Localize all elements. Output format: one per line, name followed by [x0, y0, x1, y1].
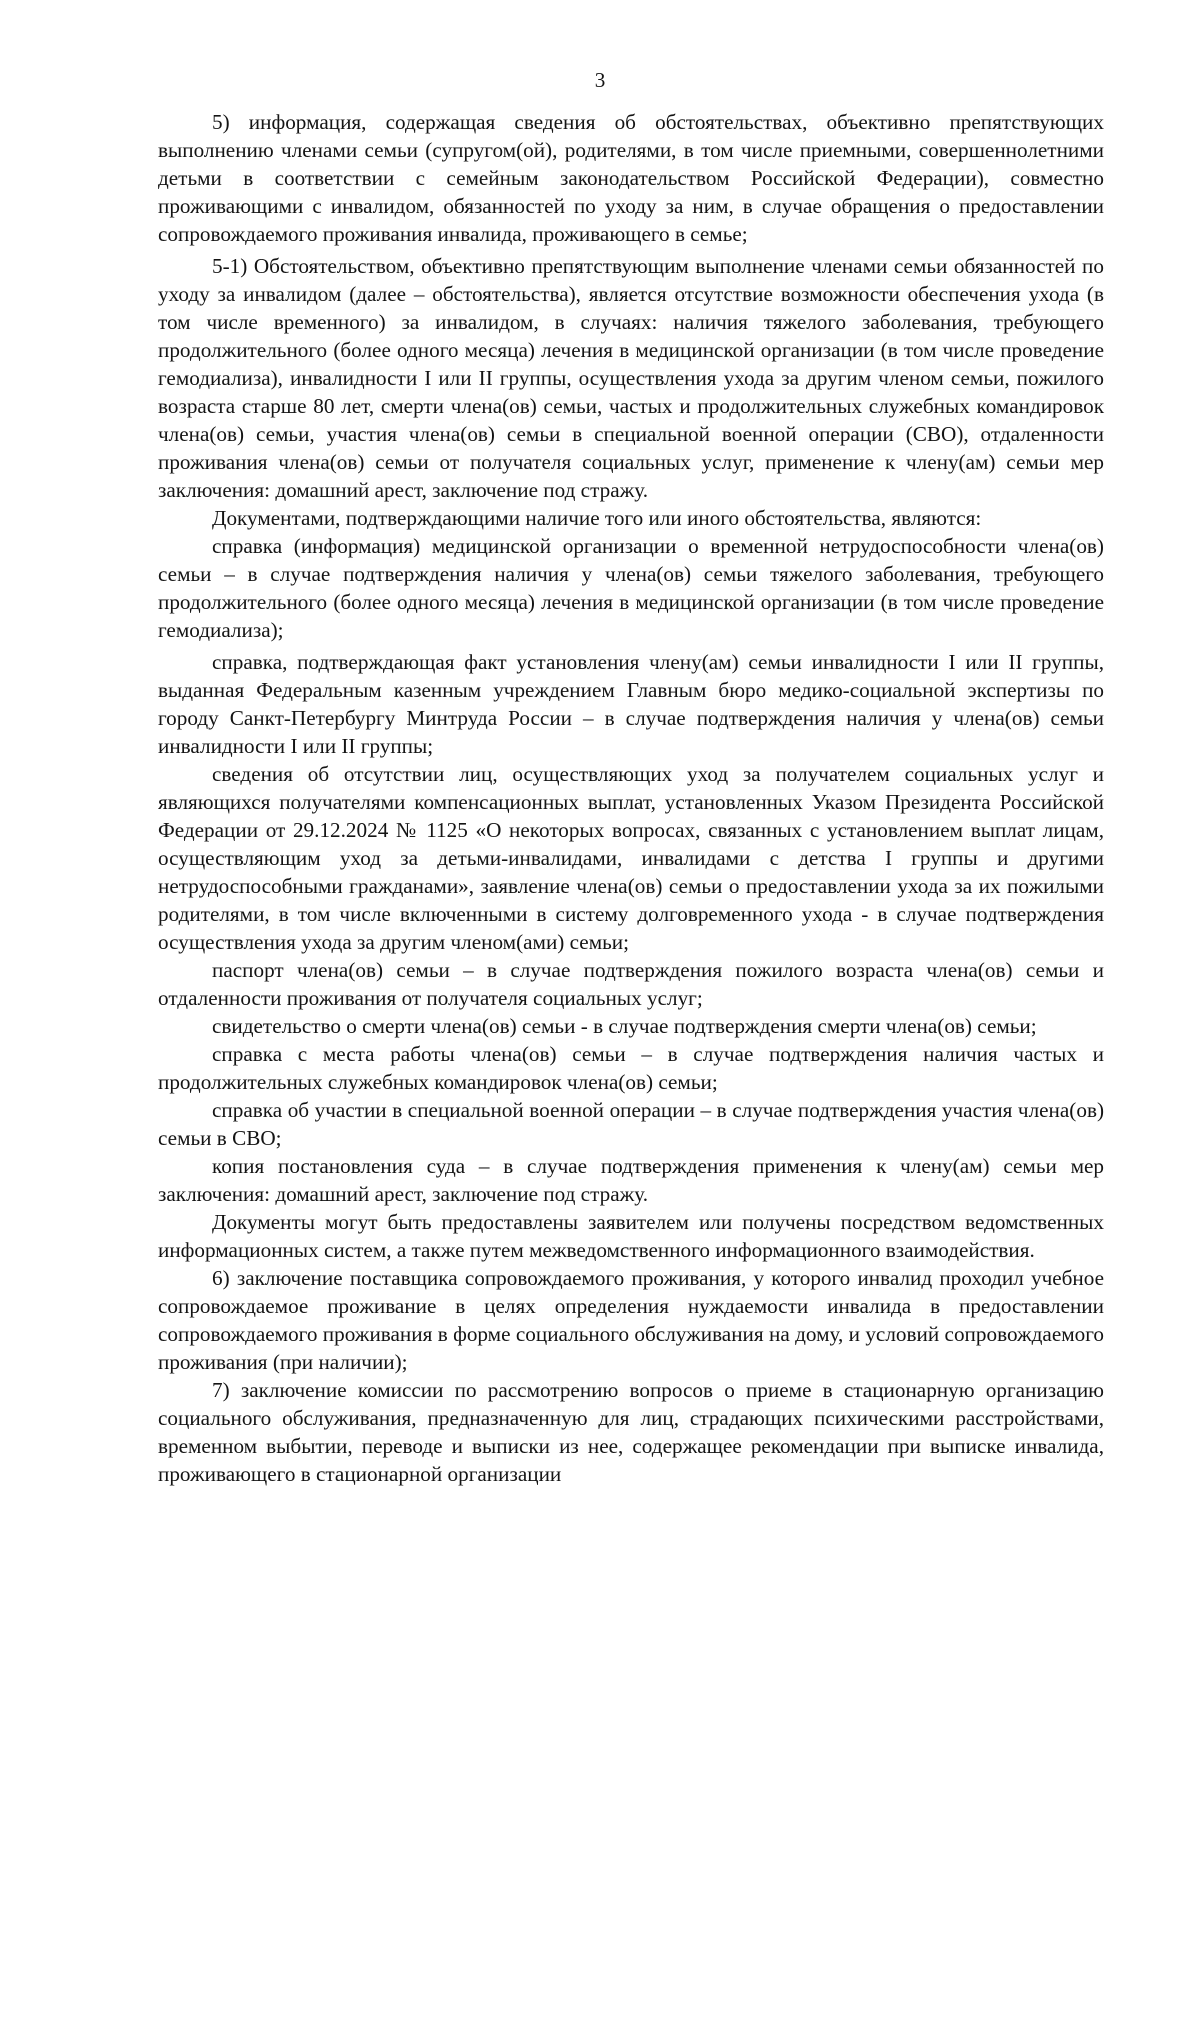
- paragraph-item-6: 6) заключение поставщика сопровождаемого проживания, у которого инвалид проходил учебное сопровождаемое проживание в целях определения нуждаемости инвалида в предоставлении сопровождаемого проживания в форме социального обслуживания на дому, и условий сопровождаемого проживания (при наличии);: [158, 1266, 1104, 1374]
- document-body: [158, 108, 1104, 1488]
- paragraph-work-certificate: справка с места работы члена(ов) семьи – в случае подтверждения наличия частых и продолжительных служебных командировок члена(ов) семьи;: [158, 1042, 1104, 1094]
- paragraph-disability-certificate: справка, подтверждающая факт установления члену(ам) семьи инвалидности I или II группы, выданная Федеральным казенным учреждением Главным бюро медико-социальной экспертизы по городу Санкт-Петербургу Минтруда России – в случае подтверждения наличия у члена(ов) семьи инвалидности I или II группы;: [158, 650, 1104, 758]
- paragraph-documents-submission: Документы могут быть предоставлены заявителем или получены посредством ведомственных информационных систем, а также путем межведомственного информационного взаимодействия.: [158, 1210, 1104, 1262]
- paragraph-medical-certificate: справка (информация) медицинской организации о временной нетрудоспособности члена(ов) семьи – в случае подтверждения наличия у члена(ов) семьи тяжелого заболевания, требующего продолжительного (более одного месяца) лечения в медицинской организации (в том числе проведение гемодиализа);: [158, 534, 1104, 642]
- paragraph-caregiver-absence: сведения об отсутствии лиц, осуществляющих уход за получателем социальных услуг и являющихся получателями компенсационных выплат, установленных Указом Президента Российской Федерации от 29.12.2024 № 1125 «О некоторых вопросах, связанных с установлением выплат лицам, осуществляющим уход за детьми-инвалидами, инвалидами с детства I группы и другими нетрудоспособными гражданами», заявление члена(ов) семьи о предоставлении ухода за их пожилыми родителями, в том числе включенными в систему долговременного ухода - в случае подтверждения осуществления ухода за другим членом(ами) семьи;: [158, 762, 1104, 954]
- paragraph-item-5-1: 5-1) Обстоятельством, объективно препятствующим выполнение членами семьи обязанностей по уходу за инвалидом (далее – обстоятельства), является отсутствие возможности обеспечения ухода (в том числе временного) за инвалидом, в случаях: наличия тяжелого заболевания, требующего продолжительного (более одного месяца) лечения в медицинской организации (в том числе проведение гемодиализа), инвалидности I или II группы, осуществления ухода за другим членом семьи, пожилого возраста старше 80 лет, смерти члена(ов) семьи, частых и продолжительных служебных командировок члена(ов) семьи, участия члена(ов) семьи в специальной военной операции (СВО), отдаленности проживания члена(ов) семьи от получателя социальных услуг, применение к члену(ам) семьи мер заключения: домашний арест, заключение под стражу.: [158, 254, 1104, 502]
- paragraph-item-5: 5) информация, содержащая сведения об обстоятельствах, объективно препятствующих выполнению членами семьи (супругом(ой), родителями, в том числе приемными, совершеннолетними детьми в соответствии с семейным законодательством Российской Федерации), совместно проживающими с инвалидом, обязанностей по уходу за ним, в случае обращения о предоставлении сопровождаемого проживания инвалида, проживающего в семье;: [158, 110, 1104, 246]
- paragraph-documents-intro: Документами, подтверждающими наличие того или иного обстоятельства, являются:: [212, 506, 982, 530]
- paragraph-death-certificate: свидетельство о смерти члена(ов) семьи - в случае подтверждения смерти члена(ов) семьи;: [212, 1014, 1037, 1038]
- paragraph-court-decision: копия постановления суда – в случае подтверждения применения к члену(ам) семьи мер заключения: домашний арест, заключение под стражу.: [158, 1154, 1104, 1206]
- paragraph-svo-certificate: справка об участии в специальной военной операции – в случае подтверждения участия члена(ов) семьи в СВО;: [158, 1098, 1104, 1150]
- page-number: 3: [594, 68, 606, 92]
- paragraph-item-7: 7) заключение комиссии по рассмотрению вопросов о приеме в стационарную организацию социального обслуживания, предназначенную для лиц, страдающих психическими расстройствами, временном выбытии, переводе и выписки из нее, содержащее рекомендации при выписке инвалида, проживающего в стационарной организации: [158, 1378, 1104, 1486]
- paragraph-passport: паспорт члена(ов) семьи – в случае подтверждения пожилого возраста члена(ов) семьи и отдаленности проживания от получателя социальных услуг;: [158, 958, 1104, 1010]
